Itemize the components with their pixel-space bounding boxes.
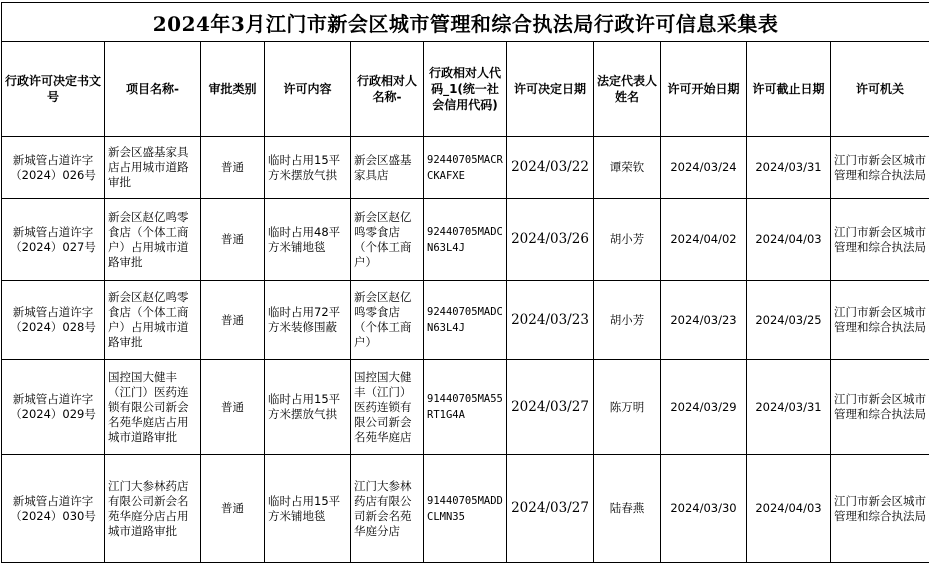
cell-start-date[interactable]: 2024/03/24 <box>661 137 747 199</box>
table-row <box>2 137 929 199</box>
cell-end-date[interactable]: 2024/03/31 <box>747 137 831 199</box>
cell-legal-rep[interactable]: 谭荣钦 <box>594 137 661 199</box>
cell-legal-rep[interactable]: 胡小芳 <box>594 199 661 281</box>
header-authority[interactable]: 许可机关 <box>831 42 929 137</box>
cell-category[interactable]: 普通 <box>201 455 265 563</box>
cell-doc-no[interactable]: 新城管占道许字（2024）030号 <box>2 455 105 563</box>
header-project[interactable]: 项目名称- <box>105 42 201 137</box>
cell-authority[interactable]: 江门市新会区城市管理和综合执法局 <box>831 360 929 455</box>
cell-decision-date[interactable]: 2024/03/22 <box>507 137 594 199</box>
cell-legal-rep[interactable]: 陈万明 <box>594 360 661 455</box>
table-row <box>2 281 929 360</box>
cell-content[interactable]: 临时占用15平方米摆放气拱 <box>265 137 351 199</box>
cell-party[interactable]: 新会区赵亿鸣零食店（个体工商户） <box>351 281 424 360</box>
cell-code[interactable]: 91440705MA55RT1G4A <box>424 360 507 455</box>
cell-content[interactable]: 临时占用72平方米装修围蔽 <box>265 281 351 360</box>
header-decision-date[interactable]: 许可决定日期 <box>507 42 594 137</box>
cell-authority[interactable]: 江门市新会区城市管理和综合执法局 <box>831 281 929 360</box>
header-content[interactable]: 许可内容 <box>265 42 351 137</box>
cell-category[interactable]: 普通 <box>201 360 265 455</box>
cell-project[interactable]: 新会区赵亿鸣零食店（个体工商户）占用城市道路审批 <box>105 281 201 360</box>
cell-legal-rep[interactable]: 陆春燕 <box>594 455 661 563</box>
header-end-date[interactable]: 许可截止日期 <box>747 42 831 137</box>
header-row <box>2 42 929 137</box>
cell-doc-no[interactable]: 新城管占道许字（2024）026号 <box>2 137 105 199</box>
cell-end-date[interactable]: 2024/03/25 <box>747 281 831 360</box>
cell-legal-rep[interactable]: 胡小芳 <box>594 281 661 360</box>
header-code[interactable]: 行政相对人代码_1(统一社会信用代码) <box>424 42 507 137</box>
cell-project[interactable]: 江门大参林药店有限公司新会名苑华庭分店占用城市道路审批 <box>105 455 201 563</box>
cell-authority[interactable]: 江门市新会区城市管理和综合执法局 <box>831 455 929 563</box>
cell-authority[interactable]: 江门市新会区城市管理和综合执法局 <box>831 199 929 281</box>
header-doc-no[interactable]: 行政许可决定书文号 <box>2 42 105 137</box>
cell-category[interactable]: 普通 <box>201 281 265 360</box>
cell-code[interactable]: 92440705MACRCKAFXE <box>424 137 507 199</box>
cell-end-date[interactable]: 2024/04/03 <box>747 199 831 281</box>
cell-start-date[interactable]: 2024/03/23 <box>661 281 747 360</box>
cell-doc-no[interactable]: 新城管占道许字（2024）029号 <box>2 360 105 455</box>
cell-content[interactable]: 临时占用48平方米铺地毯 <box>265 199 351 281</box>
cell-category[interactable]: 普通 <box>201 137 265 199</box>
header-category[interactable]: 审批类别 <box>201 42 265 137</box>
table-row <box>2 360 929 455</box>
cell-content[interactable]: 临时占用15平方米摆放气拱 <box>265 360 351 455</box>
cell-start-date[interactable]: 2024/03/30 <box>661 455 747 563</box>
cell-end-date[interactable]: 2024/04/03 <box>747 455 831 563</box>
cell-authority[interactable]: 江门市新会区城市管理和综合执法局 <box>831 137 929 199</box>
cell-end-date[interactable]: 2024/03/31 <box>747 360 831 455</box>
cell-party[interactable]: 国控国大健丰（江门）医药连锁有限公司新会名苑华庭店 <box>351 360 424 455</box>
cell-doc-no[interactable]: 新城管占道许字（2024）028号 <box>2 281 105 360</box>
sheet-title[interactable]: 2024年3月江门市新会区城市管理和综合执法局行政许可信息采集表 <box>2 3 929 42</box>
table-row <box>2 199 929 281</box>
cell-start-date[interactable]: 2024/03/29 <box>661 360 747 455</box>
title-row <box>2 3 929 42</box>
license-info-table <box>1 2 929 563</box>
cell-party[interactable]: 新会区赵亿鸣零食店（个体工商户） <box>351 199 424 281</box>
cell-project[interactable]: 新会区赵亿鸣零食店（个体工商户）占用城市道路审批 <box>105 199 201 281</box>
header-legal-rep[interactable]: 法定代表人姓名 <box>594 42 661 137</box>
table-row <box>2 455 929 563</box>
cell-code[interactable]: 92440705MADCN63L4J <box>424 199 507 281</box>
cell-decision-date[interactable]: 2024/03/27 <box>507 455 594 563</box>
cell-project[interactable]: 国控国大健丰（江门）医药连锁有限公司新会名苑华庭店占用城市道路审批 <box>105 360 201 455</box>
cell-start-date[interactable]: 2024/04/02 <box>661 199 747 281</box>
cell-party[interactable]: 江门大参林药店有限公司新会名苑华庭分店 <box>351 455 424 563</box>
cell-content[interactable]: 临时占用15平方米铺地毯 <box>265 455 351 563</box>
cell-decision-date[interactable]: 2024/03/26 <box>507 199 594 281</box>
header-party[interactable]: 行政相对人名称- <box>351 42 424 137</box>
cell-category[interactable]: 普通 <box>201 199 265 281</box>
cell-party[interactable]: 新会区盛基家具店 <box>351 137 424 199</box>
cell-decision-date[interactable]: 2024/03/23 <box>507 281 594 360</box>
cell-code[interactable]: 91440705MADDCLMN35 <box>424 455 507 563</box>
header-start-date[interactable]: 许可开始日期 <box>661 42 747 137</box>
cell-decision-date[interactable]: 2024/03/27 <box>507 360 594 455</box>
cell-project[interactable]: 新会区盛基家具店占用城市道路审批 <box>105 137 201 199</box>
cell-code[interactable]: 92440705MADCN63L4J <box>424 281 507 360</box>
cell-doc-no[interactable]: 新城管占道许字（2024）027号 <box>2 199 105 281</box>
